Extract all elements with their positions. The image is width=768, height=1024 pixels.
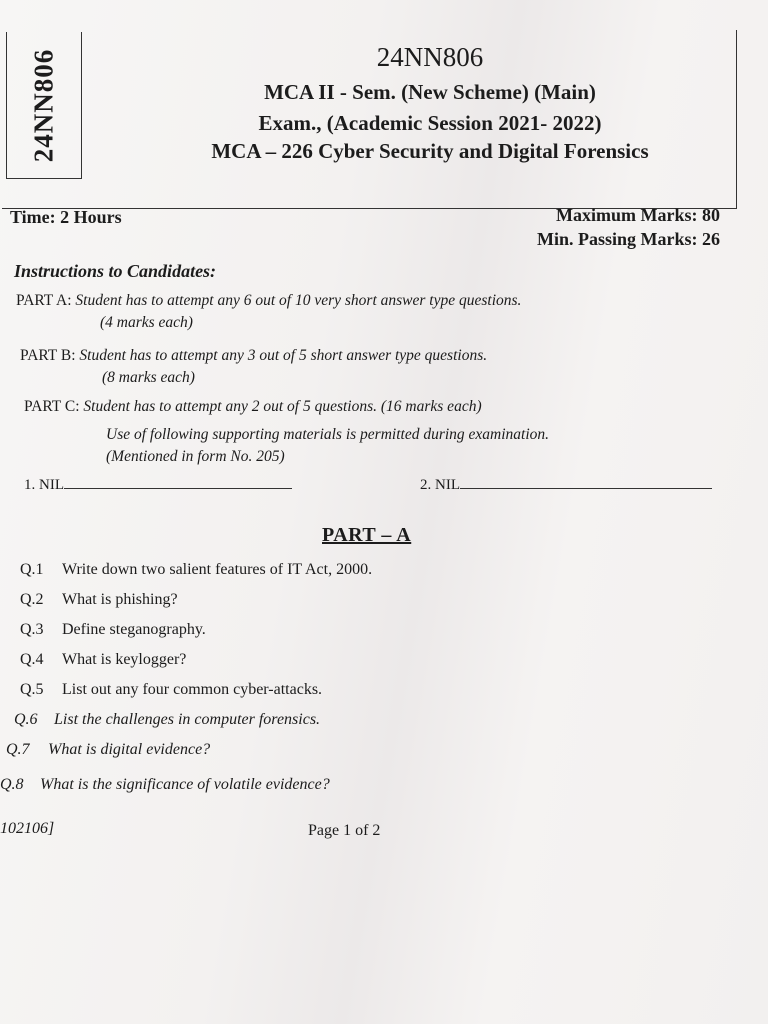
question-1: [20, 561, 372, 579]
material-2: [420, 474, 712, 494]
question-2-text: What is phishing?: [62, 591, 178, 608]
supporting-materials-form: (Mentioned in form No. 205): [106, 448, 285, 465]
paper-code: 24NN806: [376, 42, 484, 72]
material-2-line: [460, 474, 712, 489]
part-b-marks: (8 marks each): [102, 369, 195, 386]
part-a-label: PART A:: [16, 292, 72, 309]
paper-code-box: [6, 32, 82, 179]
question-1-number: Q.1: [20, 561, 44, 578]
question-6-text: List the challenges in computer forensics.: [54, 711, 321, 728]
part-c-label: PART C:: [24, 398, 80, 415]
part-b-label: PART B:: [20, 347, 76, 364]
instruction-part-b: [20, 345, 720, 389]
question-2: [20, 591, 178, 609]
question-7: [6, 741, 210, 759]
instruction-part-a: [16, 290, 721, 334]
material-1-label: 1. NIL: [24, 477, 64, 493]
min-passing-marks: Min. Passing Marks: 26: [536, 229, 720, 249]
instructions-title: Instructions to Candidates:: [14, 261, 217, 281]
question-4-number: Q.4: [20, 651, 44, 668]
question-7-number: Q.7: [6, 741, 30, 758]
part-b-text: Student has to attempt any 3 out of 5 short answer type questions.: [79, 347, 488, 364]
question-2-number: Q.2: [20, 591, 44, 608]
question-7-text: What is digital evidence?: [48, 741, 211, 758]
supporting-materials: [106, 424, 721, 468]
paper-code-vertical: 24NN806: [28, 48, 59, 162]
exam-semester: MCA II - Sem. (New Scheme) (Main): [264, 80, 596, 104]
part-a-heading: PART – A: [322, 524, 412, 546]
subject-title: MCA – 226 Cyber Security and Digital Forensics: [211, 139, 649, 163]
page-number: Page 1 of 2: [308, 822, 381, 839]
material-1-line: [64, 474, 292, 489]
question-1-text: Write down two salient features of IT Act, 2000.: [62, 561, 373, 578]
paper-serial: 102106]: [0, 820, 55, 837]
material-1: [24, 474, 292, 494]
part-a-text: Student has to attempt any 6 out of 10 very short answer type questions.: [75, 292, 522, 309]
academic-session: Exam., (Academic Session 2021- 2022): [258, 111, 602, 135]
exam-time: Time: 2 Hours: [10, 207, 122, 227]
question-5-number: Q.5: [20, 681, 44, 698]
question-3-number: Q.3: [20, 621, 44, 638]
question-4: [20, 651, 186, 669]
maximum-marks: Maximum Marks: 80: [556, 205, 720, 225]
question-6-number: Q.6: [14, 711, 38, 728]
part-c-text: Student has to attempt any 2 out of 5 questions. (16 marks each): [83, 398, 482, 415]
marks-block: [537, 203, 720, 251]
question-3-text: Define steganography.: [62, 621, 206, 638]
material-2-label: 2. NIL: [420, 477, 460, 493]
question-8-text: What is the significance of volatile evidence?: [40, 776, 330, 793]
question-5: [20, 681, 322, 699]
question-8-number: Q.8: [0, 776, 24, 793]
instruction-part-c: [24, 396, 724, 418]
question-6: [14, 711, 320, 729]
supporting-materials-text: Use of following supporting materials is permitted during examination.: [106, 426, 550, 443]
question-5-text: List out any four common cyber-attacks.: [62, 681, 323, 698]
question-3: [20, 621, 206, 639]
part-a-marks: (4 marks each): [100, 314, 193, 331]
question-4-text: What is keylogger?: [62, 651, 187, 668]
question-8: [0, 776, 330, 794]
